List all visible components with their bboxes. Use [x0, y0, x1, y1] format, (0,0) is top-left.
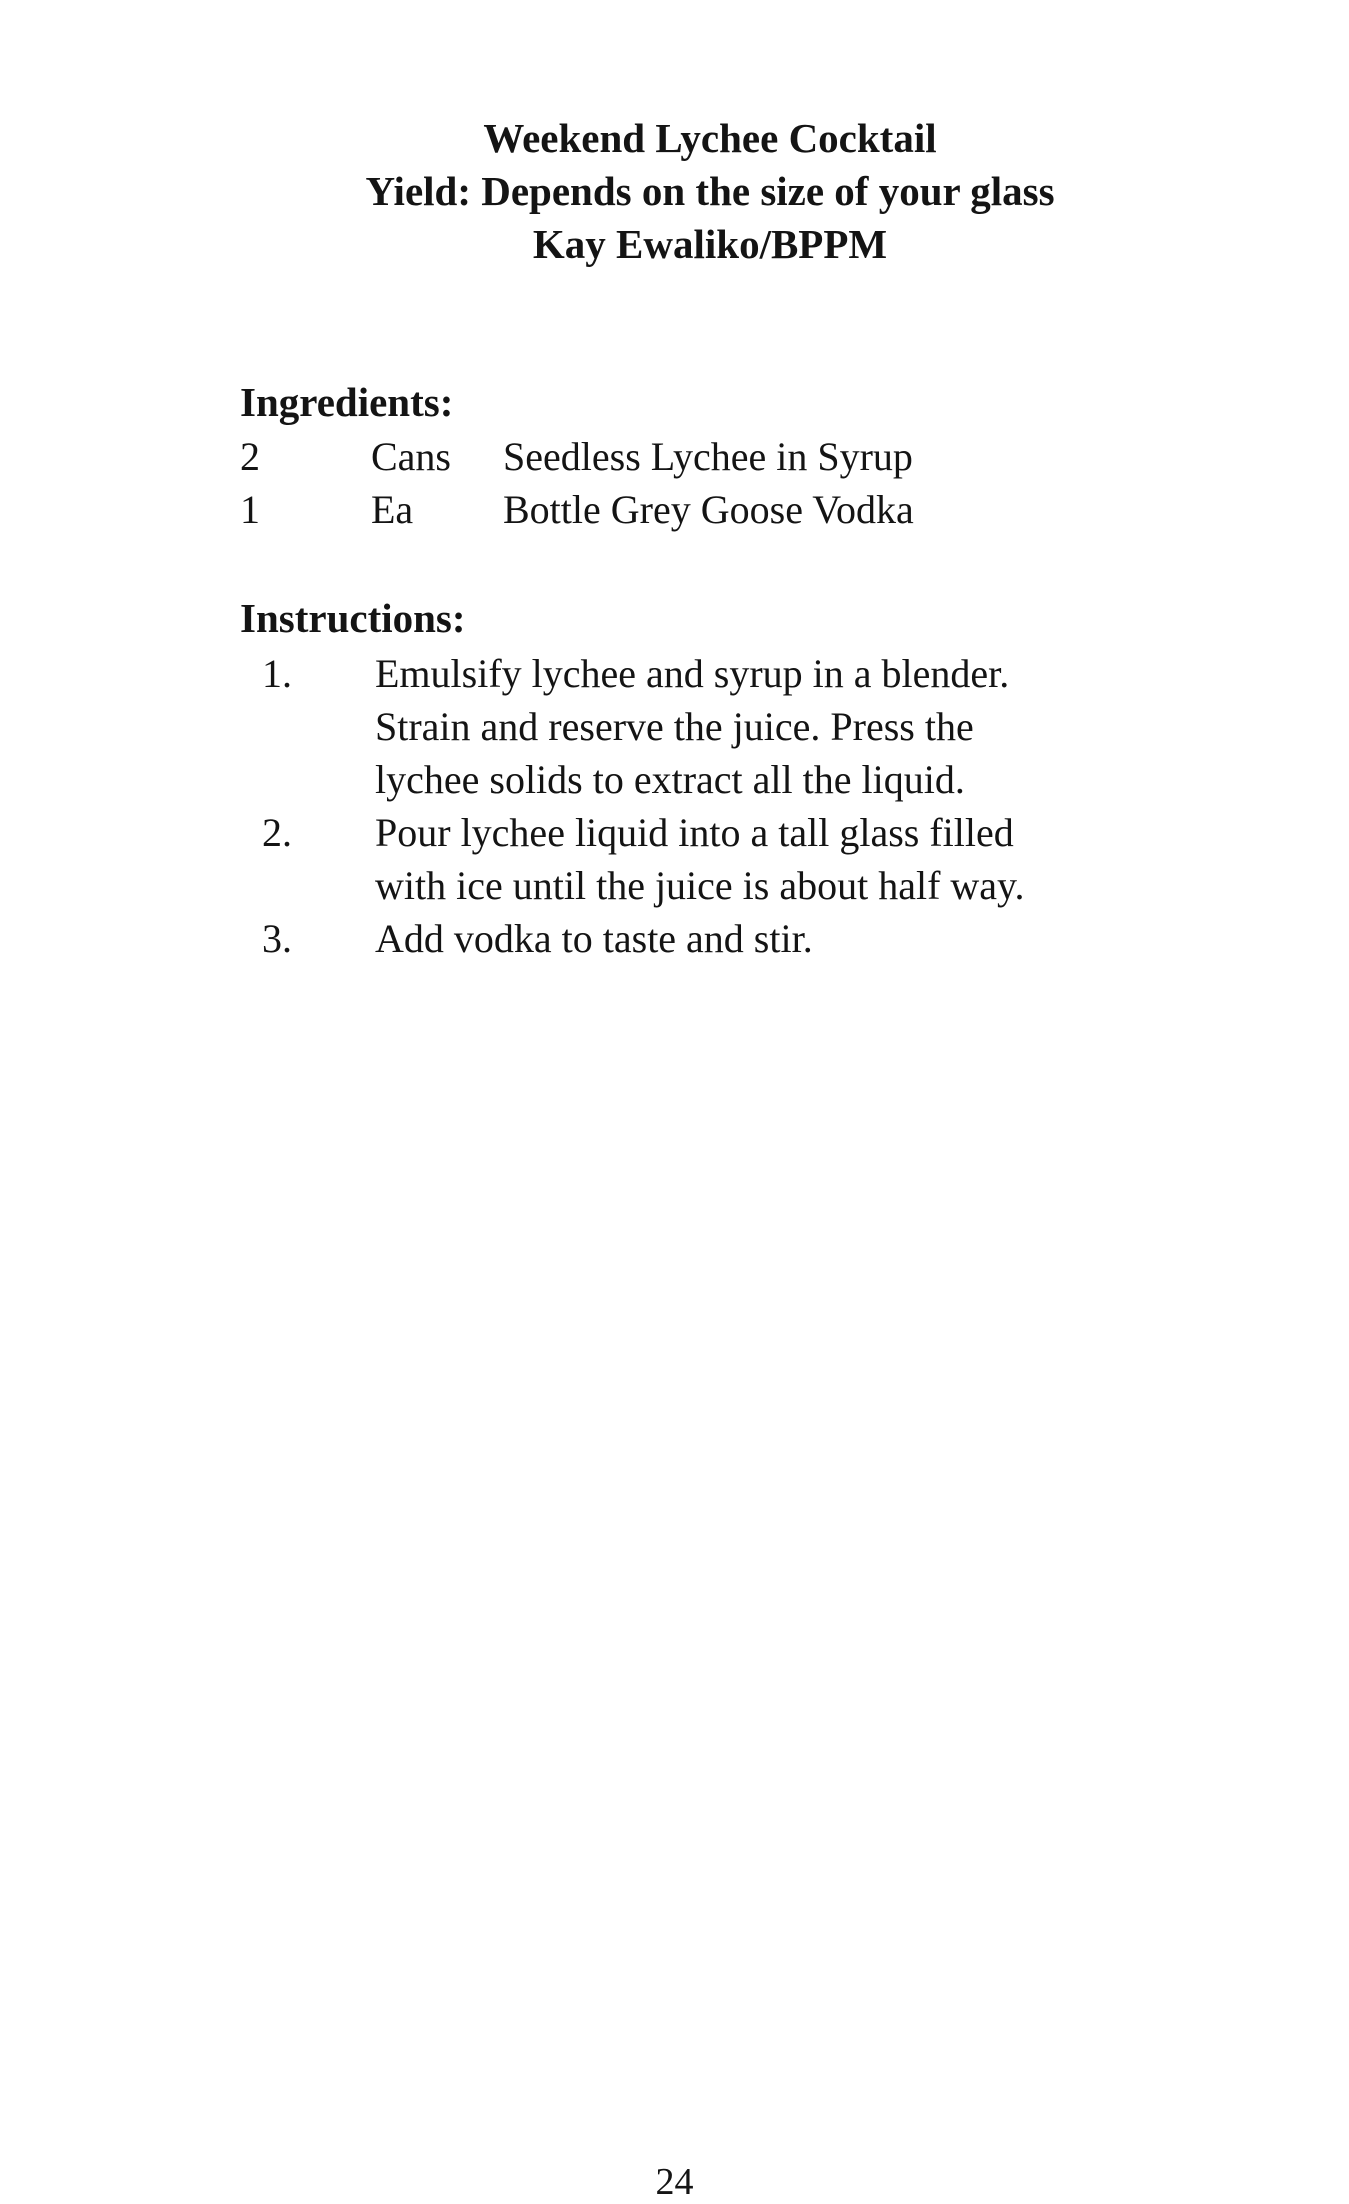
recipe-yield: Yield: Depends on the size of your glass — [365, 168, 1055, 214]
step-line: with ice until the juice is about half way. — [375, 863, 1025, 908]
page-number: 24 — [655, 2161, 694, 2203]
step-line: Emulsify lychee and syrup in a blender. — [375, 651, 1010, 696]
step-line: Add vodka to taste and stir. — [375, 916, 813, 961]
ingredient-name: Bottle Grey Goose Vodka — [503, 487, 914, 532]
instructions-heading: Instructions: — [240, 595, 466, 641]
step-number: 1. — [262, 651, 292, 696]
ingredient-unit: Ea — [371, 487, 414, 532]
recipe-title: Weekend Lychee Cocktail — [483, 115, 937, 161]
step-number: 2. — [262, 810, 292, 855]
ingredients-heading: Ingredients: — [240, 379, 454, 425]
ingredient-quantity: 2 — [240, 434, 260, 479]
step-line: Strain and reserve the juice. Press the — [375, 704, 974, 749]
step-text — [375, 912, 1155, 965]
step-number: 3. — [262, 916, 292, 961]
step-line: Pour lychee liquid into a tall glass filled — [375, 810, 1014, 855]
recipe-author: Kay Ewaliko/BPPM — [532, 221, 888, 267]
step-text — [375, 806, 1155, 912]
recipe-header — [300, 112, 1120, 271]
ingredient-name: Seedless Lychee in Syrup — [503, 434, 913, 479]
step-text — [375, 647, 1155, 806]
step-line: lychee solids to extract all the liquid. — [375, 757, 965, 802]
ingredient-quantity: 1 — [240, 487, 260, 532]
ingredient-unit: Cans — [371, 434, 451, 479]
